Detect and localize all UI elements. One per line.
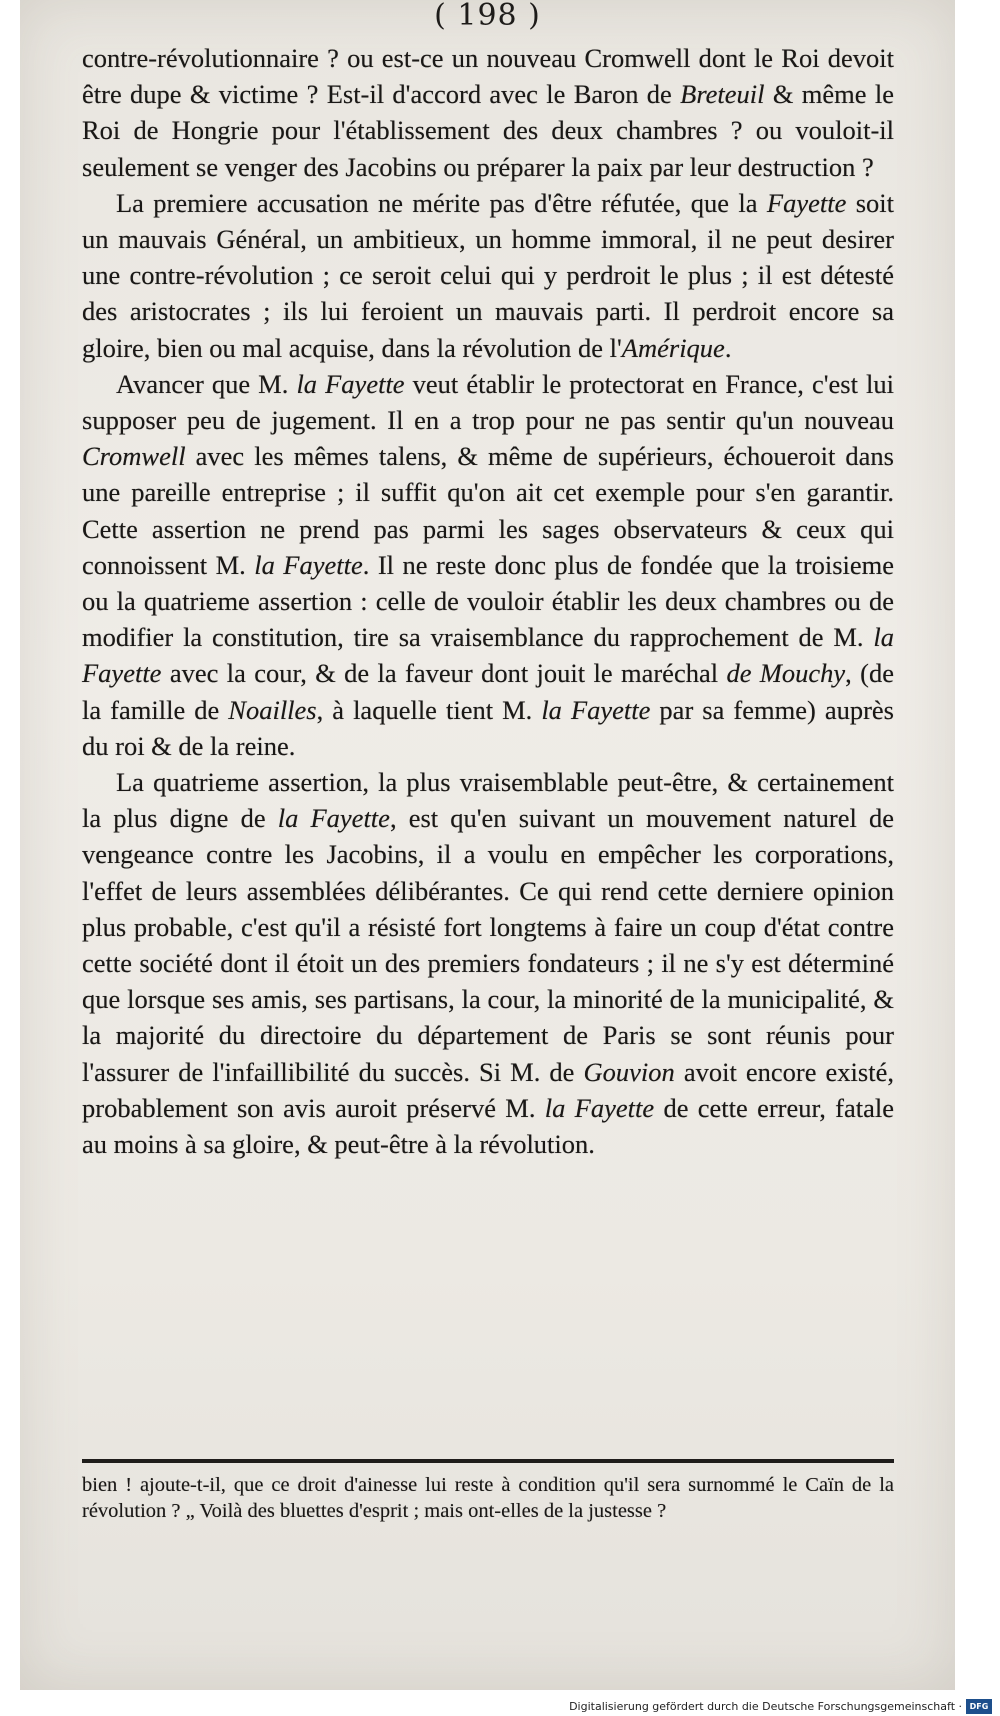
italic-name: la Fayette <box>82 622 894 689</box>
text-run: , à laquelle tient M. <box>316 694 542 725</box>
italic-name: Cromwell <box>82 441 186 472</box>
italic-name: de Mouchy <box>726 658 846 689</box>
text-run: La premiere accusation ne mérite pas d'être réfutée, que la <box>116 187 767 218</box>
italic-name: Amérique <box>621 332 725 363</box>
text-run: avoit encore existé, probablement son avis auroit préservé M. <box>82 1056 894 1123</box>
text-run: par sa femme) auprès du roi & de la reine. <box>82 694 894 761</box>
text-run: . Il ne reste donc plus de fondée que la troisieme ou la quatrieme assertion : celle de vouloir établir les deux chambres ou de modifier la constitution, tire sa vraisemblance du rapprochement de M. <box>82 549 895 653</box>
text-run: contre-révolutionnaire ? ou est-ce un nouveau Cromwell dont le Roi devoit être dupe & victime ? Est-il d'accord avec le Baron de <box>82 43 894 110</box>
text-run: , est qu'en suivant un mouvement naturel de vengeance contre les Jacobins, il a voulu en empêcher les corporations, l'effet de leurs assemblées délibérantes. Ce qui rend cette derniere opinion plus probable, c'est qu'il a résisté fort longtems à faire un coup d'état contre cette société dont il étoit un des premiers fondateurs ; il ne s'y est déterminé que lorsque ses amis, ses partisans, la cour, la minorité de la municipalité, & la majorité du directoire du département de Paris se sont réunis pour l'assurer de l'infaillibilité du succès. Si M. de <box>82 803 894 1087</box>
footnote <box>82 1472 894 1524</box>
text-paragraph <box>82 40 894 185</box>
digitization-credit: Digitalisierung gefördert durch die Deutsche Forschungsgemeinschaft · <box>569 1700 962 1713</box>
italic-name: la Fayette <box>254 549 363 580</box>
italic-name: la Fayette <box>296 368 405 399</box>
main-text-body <box>82 40 894 1162</box>
italic-name: Breteuil <box>680 79 765 110</box>
text-run: de cette erreur, fatale au moins à sa gloire, & peut-être à la révolution. <box>82 1092 895 1160</box>
text-run: La quatrieme assertion, la plus vraisemblable peut-être, & certainement la plus digne de <box>82 767 894 834</box>
italic-name: la Fayette <box>544 1092 655 1123</box>
text-run: avec les mêmes talens, & même de supérieurs, échoueroit dans une pareille entreprise ; il suffit qu'on ait cet exemple pour s'en garantir. Cette assertion ne prend pas parmi les sages observateurs & ceux qui connoissent M. <box>82 441 894 580</box>
italic-name: la Fayette <box>277 803 390 834</box>
dfg-logo-icon: DFG <box>966 1699 992 1714</box>
italic-name: la Fayette <box>541 694 651 725</box>
text-run: , (de la famille de <box>82 658 894 725</box>
italic-name: Gouvion <box>583 1056 675 1087</box>
footnote-separator-rule <box>82 1459 894 1463</box>
text-run: . <box>724 332 732 363</box>
text-paragraph <box>82 764 894 1162</box>
paper-sheet <box>20 0 955 1690</box>
italic-name: Fayette <box>766 187 847 218</box>
text-run: soit un mauvais Général, un ambitieux, un homme immoral, il ne peut desirer une contre-révolution ; ce seroit celui qui y perdroit le plus ; il est détesté des aristocrates ; ils lui feroient un mauvais parti. Il perdroit encore sa gloire, bien ou mal acquise, dans la révolution de l' <box>82 187 894 363</box>
page-number: ( 198 ) <box>434 0 541 33</box>
text-run: & même le Roi de Hongrie pour l'établissement des deux chambres ? ou vouloit-il seulement se venger des Jacobins ou préparer la paix par leur destruction ? <box>82 79 894 182</box>
text-paragraph <box>82 366 894 764</box>
text-run: Avancer que M. <box>116 368 297 399</box>
footnote-text: bien ! ajoute-t-il, que ce droit d'ainesse lui reste à condition qu'il sera surnommé le Caïn de la révolution ? „ Voilà des bluettes d'esprit ; mais ont-elles de la justesse ? <box>82 1474 894 1522</box>
text-paragraph <box>82 185 894 366</box>
italic-name: Noailles <box>228 694 317 725</box>
text-run: veut établir le protectorat en France, c'est lui supposer peu de jugement. Il en a trop pour ne pas sentir qu'un nouveau <box>82 368 895 436</box>
text-run: avec la cour, & de la faveur dont jouit le maréchal <box>161 658 727 689</box>
